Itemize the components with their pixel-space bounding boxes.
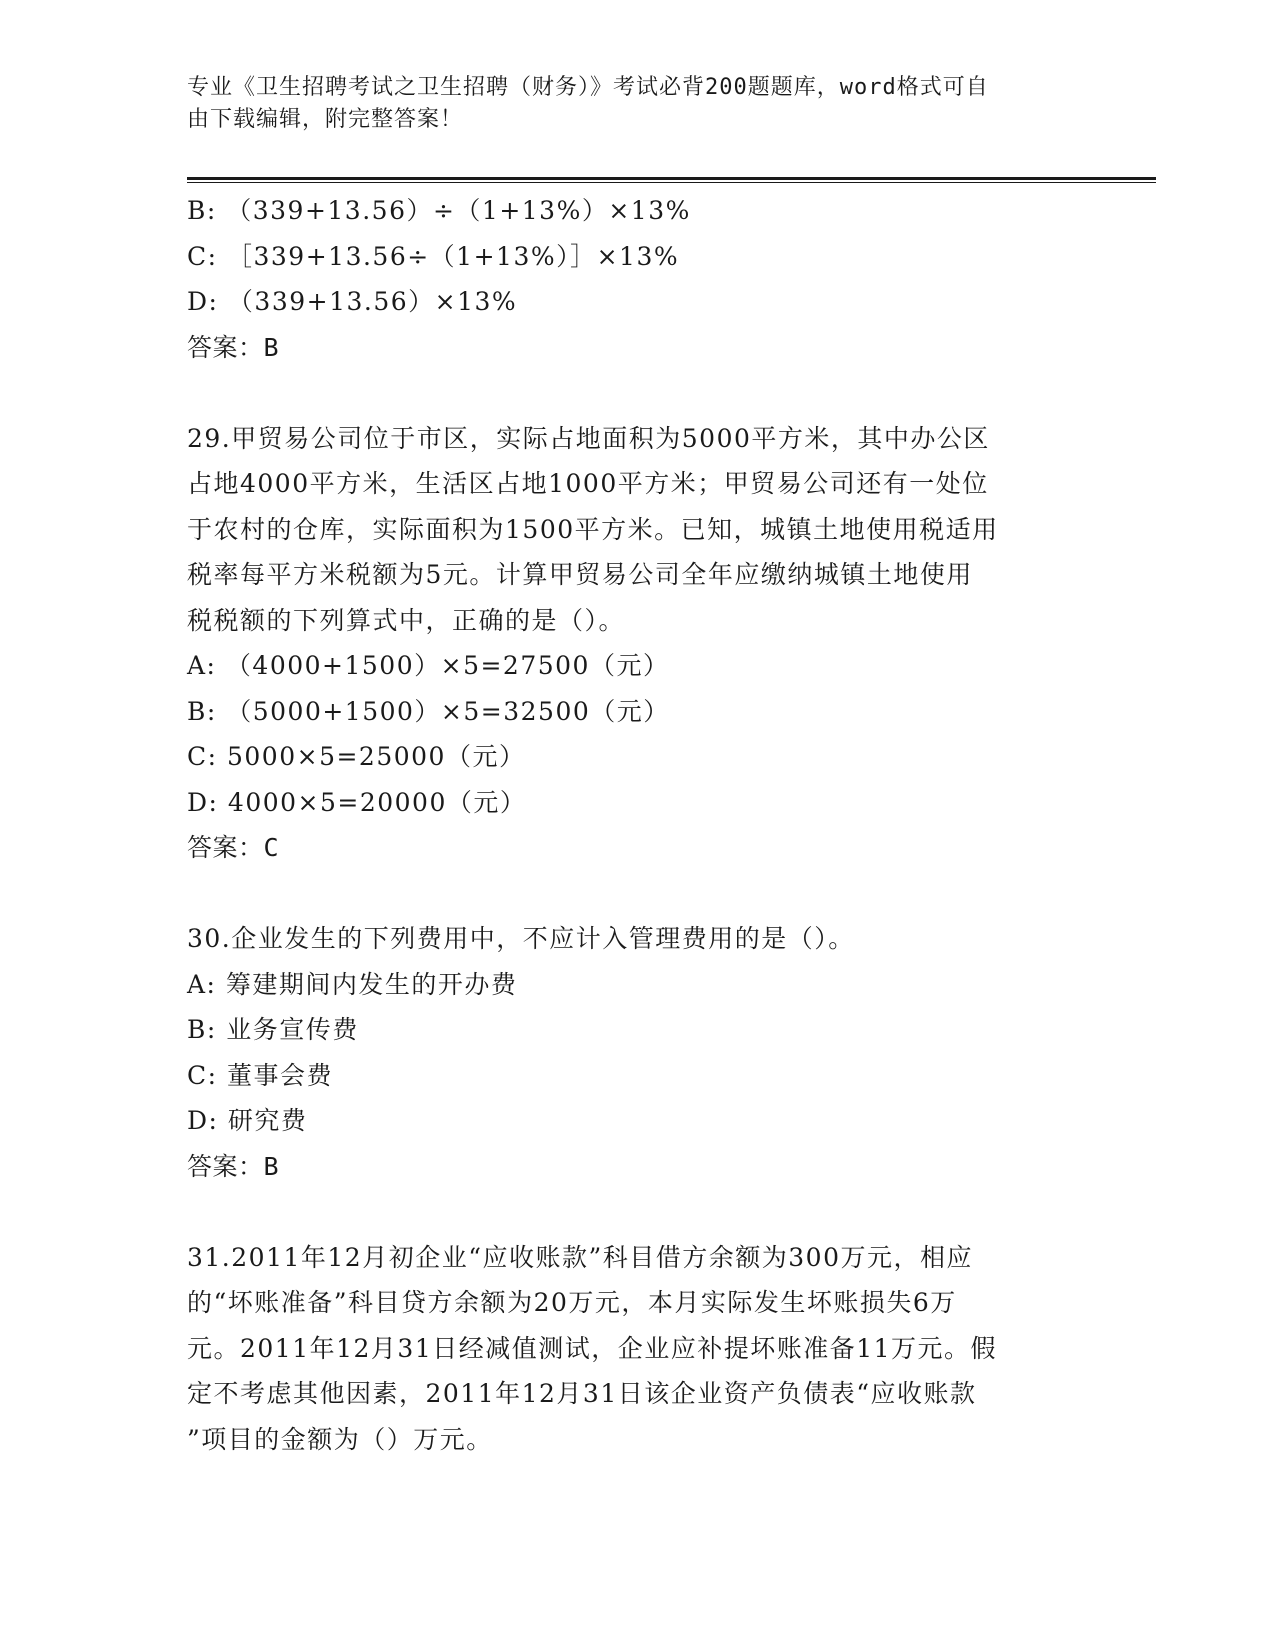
answer: 答案：B — [187, 332, 280, 362]
question-stem-line: ”项目的金额为（）万元。 — [187, 1424, 493, 1454]
header-divider-thin — [187, 182, 1156, 183]
question-stem-line: 于农村的仓库，实际面积为1500平方米。已知，城镇土地使用税适用 — [187, 514, 999, 544]
option-a: A: （4000+1500）×5=27500（元） — [187, 651, 670, 680]
header-line-1: 专业《卫生招聘考试之卫生招聘（财务）》考试必背200题题库，word格式可自 — [187, 75, 989, 100]
question-stem-line: 元。2011年12月31日经减值测试，企业应补提坏账准备11万元。假 — [187, 1333, 998, 1363]
option-b: B: （339+13.56）÷（1+13%）×13% — [187, 196, 691, 225]
spacer — [187, 370, 1087, 416]
spacer — [187, 871, 1087, 917]
question-stem-line: 31.2011年12月初企业“应收账款”科目借方余额为300万元，相应 — [187, 1242, 973, 1272]
option-d: D: 研究费 — [187, 1106, 308, 1135]
question-stem-line: 占地4000平方米，生活区占地1000平方米；甲贸易公司还有一处位 — [187, 469, 989, 498]
option-c: C: ［339+13.56÷（1+13%）］×13% — [187, 241, 680, 271]
option-b: B: （5000+1500）×5=32500（元） — [187, 696, 670, 726]
question-stem-line: 30.企业发生的下列费用中，不应计入管理费用的是（）。 — [187, 924, 855, 953]
answer: 答案：B — [187, 1151, 280, 1181]
question-31 — [187, 1235, 1087, 1463]
option-c: C: 董事会费 — [187, 1060, 333, 1090]
option-a: A: 筹建期间内发生的开办费 — [187, 969, 518, 999]
question-stem-line: 的“坏账准备”科目贷方余额为20万元，本月实际发生坏账损失6万 — [187, 1288, 957, 1317]
question-stem-line: 税率每平方米税额为5元。计算甲贸易公司全年应缴纳城镇土地使用 — [187, 560, 973, 589]
header-divider-thick — [187, 177, 1156, 180]
question-stem-line: 29.甲贸易公司位于市区，实际占地面积为5000平方米，其中办公区 — [187, 423, 990, 453]
option-d: D: （339+13.56）×13% — [187, 287, 518, 316]
question-29 — [187, 416, 1087, 871]
option-b: B: 业务宣传费 — [187, 1015, 359, 1044]
option-c: C: 5000×5=25000（元） — [187, 742, 526, 771]
option-d: D: 4000×5=20000（元） — [187, 787, 527, 817]
question-content — [187, 188, 1087, 1462]
header-line-2: 由下载编辑，附完整答案！ — [187, 107, 464, 132]
question-stem-line: 税税额的下列算式中，正确的是（）。 — [187, 605, 626, 635]
spacer — [187, 1189, 1087, 1235]
answer: 答案：C — [187, 833, 280, 862]
question-30 — [187, 916, 1087, 1189]
page-header — [187, 72, 1077, 136]
question-28-tail — [187, 188, 1087, 370]
question-stem-line: 定不考虑其他因素，2011年12月31日该企业资产负债表“应收账款 — [187, 1379, 977, 1408]
